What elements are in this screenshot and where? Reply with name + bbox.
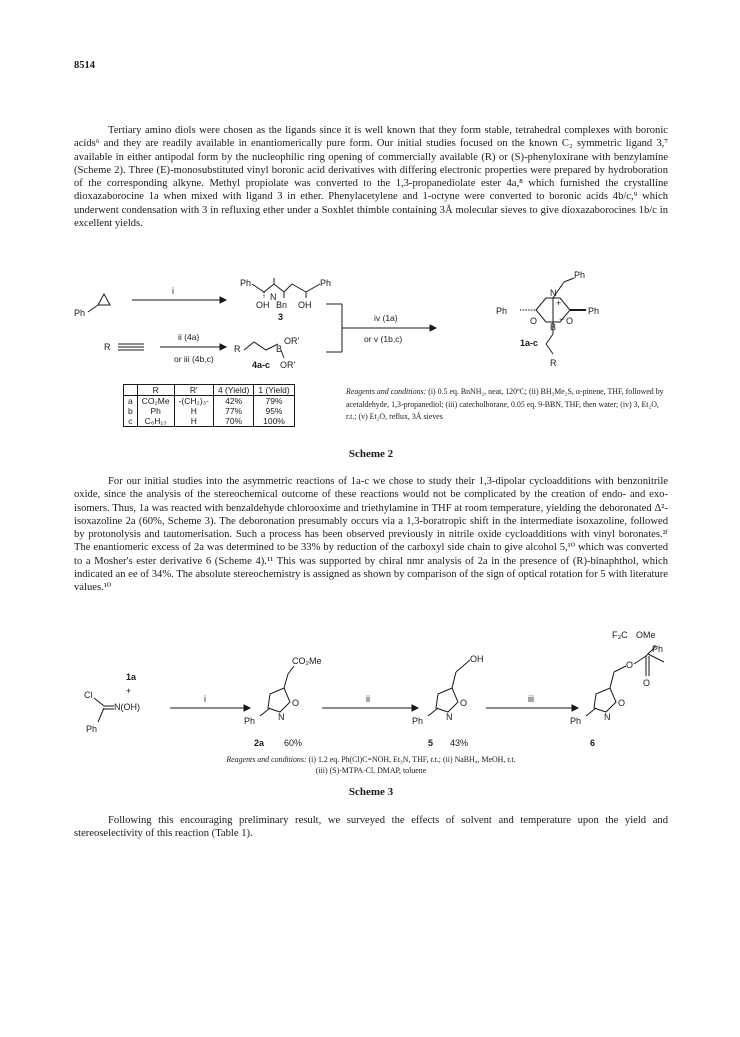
table-row: [124, 406, 295, 416]
conditions-line-1: [74, 754, 668, 765]
mosher-ring-o: O: [618, 698, 626, 708]
table-cell: c: [124, 416, 138, 427]
product-2a-number: 2a: [254, 738, 265, 748]
mosher-ome: OMe: [636, 630, 656, 640]
reactant-1a-label: 1a: [126, 672, 137, 682]
page-number: 8514: [74, 60, 95, 71]
conditions-title: Reagents and conditions:: [226, 755, 307, 764]
step-iv-label: iv (1a): [374, 313, 398, 323]
table-cell: 100%: [254, 416, 294, 427]
alcohol-oh: OH: [470, 654, 484, 664]
ester-b-label: B: [276, 344, 283, 354]
step-v-label: or v (1b,c): [364, 334, 403, 344]
paragraph-text: For our initial studies into the asymmetric reactions of 1a-c we chose to study their 1,3-dipolar cycloadditions with benzonitrile oxide, since the analysis of the stereochemical outcome of these reactions would not be complicated by the creation of endo- and exo-isomers. Thus, 1a was reacted with benzaldehyde chlorooxime and triethylamine in THF at room temperature, yielding the deboronated Δ²-isoxazoline 2a (60%, Scheme 3). The deboronation presumably occurs via a 1,3-boratropic shift in the intermediate isoxazoline, followed by protonolysis and tautomerisation. Such a process has been observed previously in nitrile oxide cycloadditions with vinyl boronates.²ᶠ The enantiomeric excess of 2a was determined to be 33% by reduction of the carboxyl side chain to give alcohol 5,¹⁰ which was converted to a Mosher's ester derivative 6 (Scheme 4).¹¹ This was supported by chiral nmr analysis of 2a in the presence of (R)-binaphthol, which indicated an ee of 34%. The absolute stereochemistry is assigned as shown by comparison of the sign of optical rotation for 5 with literature values.¹⁰: [74, 476, 668, 594]
table-cell: 42%: [213, 396, 253, 407]
ligand-ph-left: Ph: [240, 278, 252, 288]
table-cell: Ph: [137, 406, 174, 416]
scheme-3-conditions: [74, 754, 668, 776]
product-plus-label: +: [556, 298, 562, 308]
alcohol-ph: Ph: [412, 716, 424, 726]
paragraph-ligand-design: [74, 124, 668, 230]
conditions-line-2: (iii) (S)-MTPA-Cl, DMAP, toluene: [315, 766, 427, 775]
chlorooxime-cl: Cl: [84, 690, 93, 700]
product-ph-right: Ph: [588, 306, 600, 316]
ester-number: 4a-c: [252, 360, 271, 370]
ester-or-top: OR': [284, 336, 300, 346]
scheme-3-structures: [74, 624, 668, 754]
isoxazoline-n: N: [278, 712, 285, 722]
ester-co2me: CO₂Me: [292, 656, 322, 666]
ligand-n-label: N: [270, 292, 277, 302]
conditions-title: Reagents and conditions:: [346, 387, 427, 396]
product-number: 1a-c: [520, 338, 539, 348]
product-minus-label: −: [559, 314, 565, 324]
yield-table: [123, 384, 295, 427]
ligand-oh-right: OH: [298, 300, 312, 310]
table-cell: CO₂Me: [137, 396, 174, 407]
scheme-2-structures: [74, 272, 668, 382]
product-b-label: B: [550, 322, 557, 332]
product-6-number: 6: [590, 738, 596, 748]
ligand-bn-label: Bn: [276, 300, 288, 310]
table-row: [124, 416, 295, 427]
alcohol-o: O: [460, 698, 468, 708]
scheme-2-conditions: [346, 386, 668, 424]
product-o-left: O: [530, 316, 538, 326]
product-r-label: R: [550, 358, 557, 368]
table-cell: -(CH₂)₃-: [174, 396, 213, 407]
product-ph-left: Ph: [496, 306, 508, 316]
product-5-number: 5: [428, 738, 434, 748]
table-cell: 77%: [213, 406, 253, 416]
ligand-number: 3: [278, 312, 284, 322]
step-i-label: i: [204, 694, 206, 704]
mosher-f3c: F₃C: [612, 630, 628, 640]
mosher-ester-o: O: [626, 660, 634, 670]
table-cell: H: [174, 416, 213, 427]
table-cell: H: [174, 406, 213, 416]
scheme-3: [74, 624, 668, 808]
scheme-2: [74, 272, 668, 462]
isoxazoline-ph: Ph: [244, 716, 256, 726]
ligand-ph-right: Ph: [320, 278, 332, 288]
paragraph-text: Following this encouraging preliminary result, we surveyed the effects of solvent and temperature upon the yield and stereoselectivity of this reaction (Table 1).: [74, 815, 668, 840]
paragraph-text: Tertiary amino diols were chosen as the ligands since it is well known that they form stable, tetrahedral complexes with boronic acids⁶ and they are readily available in enantiomerically pure form. Our initial studies focused on the known C₂ symmetric ligand 3,⁷ available in either antipodal form by the nucleophilic ring opening of commercially available (R) or (S)-phenyloxirane with benzylamine (Scheme 2). Three (E)-monosubstituted vinyl boronic acid derivatives with differing electronic properties were prepared by hydroboration of the corresponding alkyne. Methyl propiolate was converted to the 1,3-propanediolate ester 4a,⁸ which furnished the crystalline dioxazaborocine 1a when mixed with ligand 3 in ether. Phenylacetylene and 1-octyne were converted to boronic acids 4b/c,⁹ which underwent condensation with 3 in refluxing ether under a Soxhlet thimble containing 3Å molecular sieves to give dioxazaborocines 1b/c in excellent yields.: [74, 125, 668, 230]
conditions-text: (i) 1.2 eq. Ph(Cl)C=NOH, Et₃N, THF, r.t.; (ii) NaBH₄, MeOH, r.t.: [306, 755, 516, 764]
mosher-ring-ph: Ph: [570, 716, 582, 726]
mosher-carbonyl-o: O: [643, 678, 651, 688]
isoxazoline-o: O: [292, 698, 300, 708]
plus-sign: +: [126, 686, 132, 696]
alcohol-n: N: [446, 712, 453, 722]
oxirane-ph-label: Ph: [74, 308, 86, 318]
scheme-3-caption: Scheme 3: [348, 786, 394, 798]
header-cell: 4 (Yield): [213, 385, 253, 396]
product-n-label: N: [550, 288, 557, 298]
product-5-yield: 43%: [450, 738, 469, 748]
table-row: [124, 396, 295, 407]
table-cell: C₆H₁₃: [137, 416, 174, 427]
table-cell: 70%: [213, 416, 253, 427]
oxirane-ring: [98, 294, 110, 305]
table-cell: 95%: [254, 406, 294, 416]
chlorooxime-noh: N(OH): [114, 702, 140, 712]
mosher-ring-n: N: [604, 712, 611, 722]
product-2a-yield: 60%: [284, 738, 303, 748]
alkyne-r-label: R: [104, 342, 111, 352]
ester-or-bottom: OR': [280, 360, 296, 370]
conditions-text: (i) 0.5 eq. BnNH₂, neat, 120ºC; (ii) BH₃Me₂S, α-pinene, THF, followed by acetaldehyde, 1,3-propanediol; (iii) catecholborane, 0.05 eq. 9-BBN, THF, then water; (iv) 3, Et₂O, r.t.; (v) Et₂O, reflux, 3Å sieves: [346, 387, 664, 421]
step-iii-label: or iii (4b,c): [174, 354, 214, 364]
ester-r-label: R: [234, 344, 241, 354]
paragraph-cycloaddition: [74, 475, 668, 595]
table-cell: a: [124, 396, 138, 407]
step-ii-label: ii: [366, 694, 370, 704]
scheme-2-caption: Scheme 2: [348, 448, 394, 460]
product-o-right: O: [566, 316, 574, 326]
step-i-label: i: [172, 286, 174, 296]
header-cell: R': [174, 385, 213, 396]
mosher-ph: Ph: [652, 644, 664, 654]
table-cell: b: [124, 406, 138, 416]
header-cell: R: [137, 385, 174, 396]
chlorooxime-ph: Ph: [86, 724, 98, 734]
header-cell: 1 (Yield): [254, 385, 294, 396]
paragraph-table-intro: [74, 814, 668, 841]
header-cell: [124, 385, 138, 396]
step-ii-label: ii (4a): [178, 332, 200, 342]
ligand-oh-left: OH: [256, 300, 270, 310]
step-iii-label: iii: [528, 694, 534, 704]
product-ph-top: Ph: [574, 270, 586, 280]
table-cell: 79%: [254, 396, 294, 407]
yield-table-header: [124, 385, 295, 396]
